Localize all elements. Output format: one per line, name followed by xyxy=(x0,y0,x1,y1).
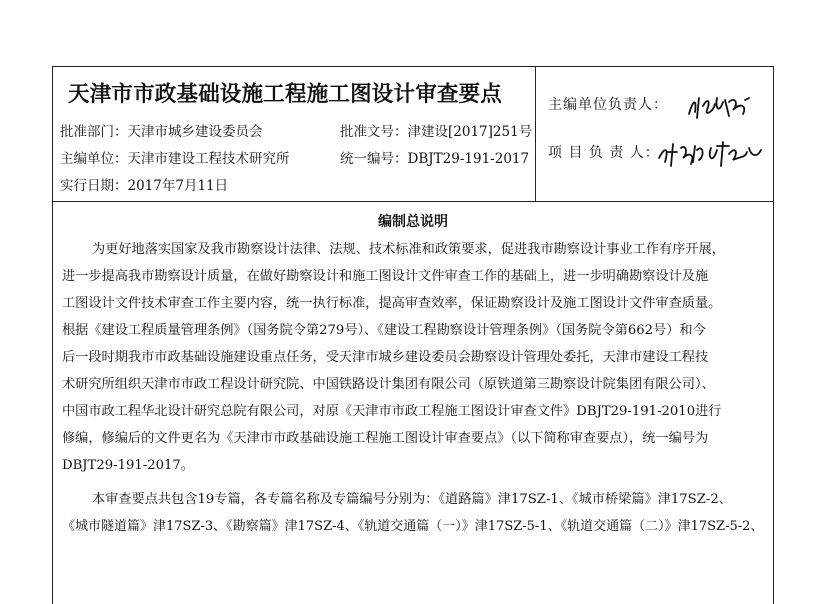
editor-unit: 主编单位：天津市建设工程技术研究所 xyxy=(60,151,290,167)
body-line-7: 中国市政工程华北设计研究总院有限公司，对原《天津市市政工程施工图设计审查文件》DBJT29-191-2010进行 xyxy=(62,404,722,419)
document-title: 天津市市政基础设施工程施工图设计审查要点 xyxy=(68,82,503,107)
body-line-2: 进一步提高我市勘察设计质量，在做好勘察设计和施工图设计文件审查工作的基础上，进一步明确勘察设计及施 xyxy=(62,269,709,284)
body-line-4: 根据《建设工程质量管理条例》（国务院令第279号）、《建设工程勘察设计管理条例》（国务院令第662号）和今 xyxy=(62,323,706,338)
body-line-8: 修编，修编后的文件更名为《天津市市政基础设施工程施工图设计审查要点》（以下简称审查要点），统一编号为 xyxy=(62,431,709,446)
chief-signature-icon xyxy=(685,92,755,122)
chief-responsible-label: 主编单位负责人： xyxy=(548,97,668,113)
body-line-5: 后一段时期我市市政基础设施建设重点任务，受天津市城乡建设委员会勘察设计管理处委托，天津市建设工程技 xyxy=(62,350,709,365)
body-line-3: 工图设计文件技术审查工作主要内容，统一执行标准，提高审查效率，保证勘察设计及施工图设计文件审查质量。 xyxy=(62,296,722,311)
body-line-11: 《城市隧道篇》津17SZ-3、《勘察篇》津17SZ-4、《轨道交通篇（一）》津17SZ-5-1、《轨道交通篇（二）》津17SZ-5-2、 xyxy=(62,519,764,534)
body-line-6: 术研究所组织天津市市政工程设计研究院、中国铁路设计集团有限公司（原铁道第三勘察设计院集团有限公司）、 xyxy=(62,377,715,392)
project-signature-icon xyxy=(655,138,765,170)
body-line-1: 为更好地落实国家及我市勘察设计法律、法规、技术标准和政策要求，促进我市勘察设计事业工作有序开展， xyxy=(92,242,725,257)
effective-date: 实行日期：2017年7月11日 xyxy=(60,178,229,194)
section-title: 编制总说明 xyxy=(378,214,448,230)
approval-document-number: 批准文号：津建设[2017]251号 xyxy=(340,124,533,140)
body-line-9: DBJT29-191-2017。 xyxy=(62,458,194,473)
header-column-divider xyxy=(535,66,536,202)
unified-number: 统一编号：DBJT29-191-2017 xyxy=(340,151,530,167)
approval-department: 批准部门：天津市城乡建设委员会 xyxy=(60,124,263,140)
body-line-10: 本审查要点共包含19专篇，各专篇名称及专篇编号分别为：《道路篇》津17SZ-1、《城市桥梁篇》津17SZ-2、 xyxy=(92,492,732,507)
header-row-divider xyxy=(52,201,774,202)
project-responsible-label: 项 目 负 责 人： xyxy=(548,145,660,161)
